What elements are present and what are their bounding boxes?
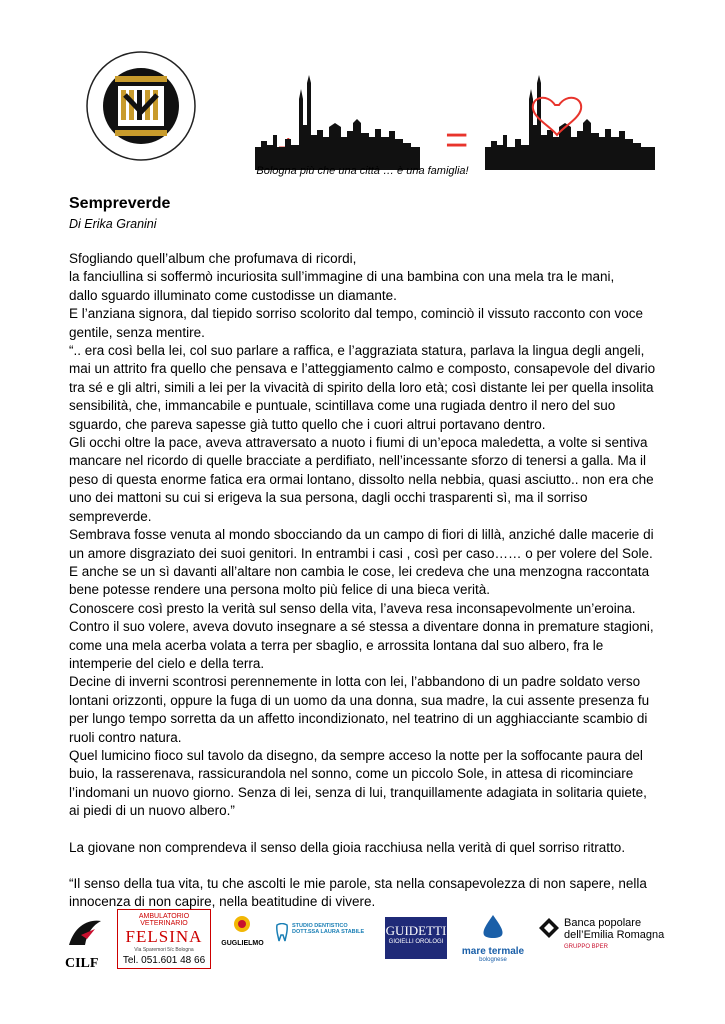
body-line: buio, la rasserenava, rassicurandola nel sonno, come un piccolo Sole, in attesa di ricominciare <box>69 766 634 782</box>
body-line: Decine di inverni scontrosi perennemente in lotta con lei, l’abbandono di un padre soldato verso <box>69 674 641 690</box>
sponsor-bar <box>60 905 670 980</box>
body-line: innocenza di non capire, nella beatitudine di vivere. <box>69 894 376 910</box>
body-line: mai un attrito fra quello che pensava e l’atteggiamento calmo e composto, consapevole del divario <box>69 361 656 377</box>
body-line: gentile, senza mentire. <box>69 324 205 340</box>
body-line: Sembrava fosse venuta al mondo sbocciando da un campo di fiori di lillà, anziché dalle macerie di <box>69 527 654 543</box>
body-line: bene potesse rendere una persona molto più felice di una bieca verità. <box>69 582 491 598</box>
tagline: Bologna più che una città … è una famiglia! <box>256 165 469 177</box>
felsina-logo: AMBULATORIO VETERINARIO FELSINA Via Sparemori 5/c Bologna Tel. 051.601 48 66 <box>117 909 211 969</box>
body-line: tra sé e gli altri, simili a lei per la vivacità di spirito della loro età; così distante lei per quella insolita <box>69 379 654 395</box>
studio-dentistico-logo: STUDIO DENTISTICO DOTT.SSA LAURA STABILE <box>275 923 375 943</box>
body-line: sguardo, che pareva sapesse già tutto quello che i cuori altrui portavano dentro. <box>69 416 546 432</box>
body-line: Quel lumicino fioco sul tavolo da disegno, da sempre acceso la notte per la soffocante paura del <box>69 747 643 763</box>
banca-popolare-logo: Banca popolare dell’Emilia Romagna GRUPPO BPER <box>538 917 668 950</box>
body-line: sempreverde. <box>69 508 152 524</box>
bird-icon <box>65 915 105 951</box>
body-line: E anche se un sì davanti all’altare non cambia le cose, lei credeva che una menzogna raccontata <box>69 563 650 579</box>
body-line: “.. era così bella lei, col suo parlare a raffica, e l’aggraziata statura, parlava la lingua degli angeli, <box>69 343 645 359</box>
cilf-logo: CILF <box>65 915 115 972</box>
article-author: Di Erika Granini <box>69 217 157 231</box>
mare-termale-logo: mare termale bolognese <box>460 913 526 963</box>
bologna-skyline <box>255 75 420 170</box>
guidetti-logo: GUIDETTI GIOIELLI OROLOGI <box>385 917 447 959</box>
tooth-icon <box>275 923 289 943</box>
diamond-icon <box>538 917 560 939</box>
body-line: dallo sguardo illuminato come custodisse un diamante. <box>69 287 397 303</box>
article-title: Sempreverde <box>69 195 171 212</box>
body-line: Gli occhi oltre la pace, aveva attraversato a nuoto i fiumi di un’epoca maledetta, a volte si sentiva <box>69 435 648 451</box>
body-line: uno dei mattoni su cui si erigeva la sua persona, dagli occhi trasparenti sì, ma il sorriso <box>69 490 588 506</box>
body-line: Sfogliando quell’album che profumava di ricordi, <box>69 251 357 266</box>
body-line: per lungo tempo sorretta da un affetto incondizionato, nel teatrino di un agghiacciante scambio di <box>69 711 648 727</box>
body-line: peso di questa enorme fatica era ormai lontano, dissolto nella nebbia, quasi asciutto.. non era che <box>69 471 654 487</box>
body-line: un amore disgraziato dei suoi genitori. In entrambi i casi , così per caso…… o per volere del Sole. <box>69 545 653 561</box>
equals-symbol: = <box>445 118 469 162</box>
header-banner <box>70 40 660 160</box>
body-line: E l’anziana signora, dal tiepido sorriso scolorito dal tempo, cominciò il vissuto racconto con voce <box>69 306 644 322</box>
article-body <box>69 250 669 912</box>
body-line: Conoscere così presto la verità sul senso della vita, l’aveva resa inconsapevolmente un’eroina. <box>69 600 636 616</box>
body-line: ruoli contro natura. <box>69 729 182 745</box>
body-line: Contro il suo volere, aveva dovuto insegnare a sé stessa a diventare donna in premature stagioni, <box>69 619 654 635</box>
body-line: mancare nel ricordo di quelle bracciate a perdifiato, nell’incessante sforzo di tenersi a galla. Ma il <box>69 453 647 469</box>
body-line: lontani orizzonti, oppure la fuga di un uomo da una donna, sua madre, la cui assente presenza fu <box>69 692 650 708</box>
body-paragraph: La giovane non comprendeva il senso della gioia racchiusa nella verità di quel sorriso ritratto. <box>69 839 626 855</box>
association-logo <box>85 50 197 162</box>
drop-icon <box>460 913 526 941</box>
bologna-skyline-heart <box>485 75 655 170</box>
body-line: “Il senso della tua vita, tu che ascolti le mie parole, sta nella consapevolezza di non sapere, nella <box>69 876 647 891</box>
body-line: intemperie del cielo e della terra. <box>69 655 265 671</box>
body-line: sensibilità, che, immancabile e puntuale, scintillava come una rugiada dentro il nero del suo <box>69 398 616 414</box>
body-line: ai piedi di un nuovo albero.” <box>69 803 235 819</box>
body-line: l’indomani un nuovo giorno. Senza di lei, senza di lui, tranquillamente adagiata in solitaria quiete, <box>69 784 647 800</box>
guglielmo-logo: GUGLIELMO <box>215 913 270 947</box>
body-line: la fanciullina si soffermò incuriosita sull’immagine di una bambina con una mela tra le mani, <box>69 269 615 285</box>
body-line: come una mela acerba volata a terra per sbaglio, e arrossita lontana dal suo albero, fra le <box>69 637 604 653</box>
sun-icon <box>215 913 270 935</box>
